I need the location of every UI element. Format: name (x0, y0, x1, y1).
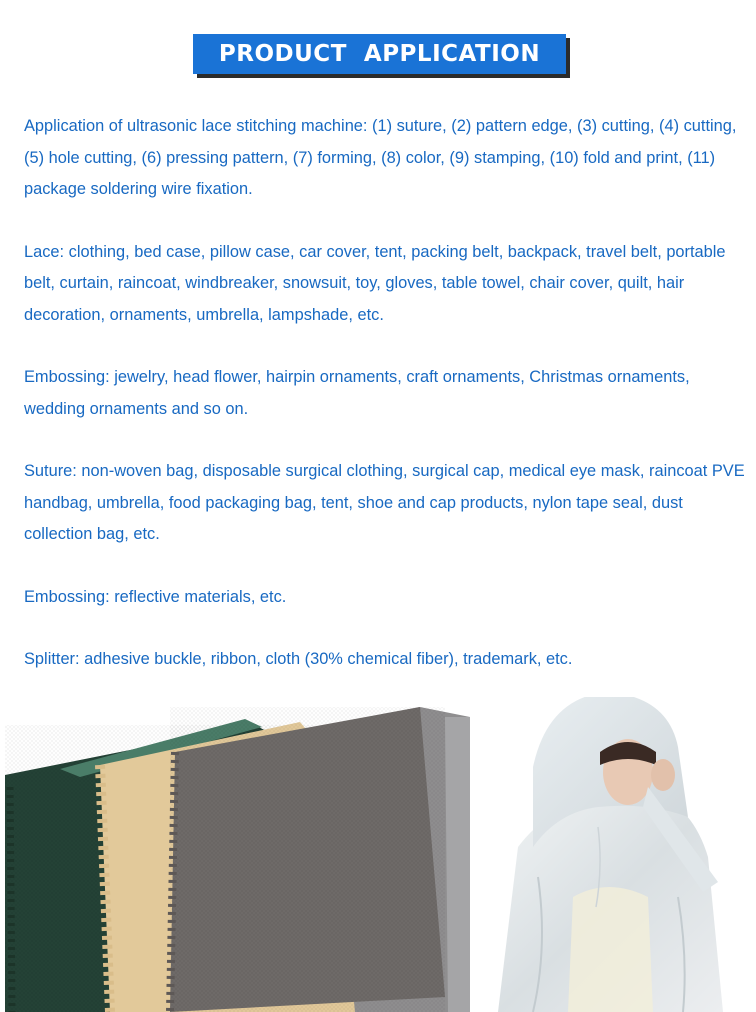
fabric-samples-photo (0, 697, 470, 1012)
paragraph-lace: Lace: clothing, bed case, pillow case, car cover, tent, packing belt, backpack, travel belt, portable belt, curtain, raincoat, windbreaker, snowsuit, toy, gloves, table towel, chair cover, quilt, hair decoration, ornaments, umbrella, lampshade, etc. (24, 242, 726, 324)
paragraph-splitter: Splitter: adhesive buckle, ribbon, cloth (30% chemical fiber), trademark, etc. (24, 650, 573, 668)
section-title: PRODUCT APPLICATION (218, 41, 541, 67)
section-banner (193, 34, 566, 74)
paragraph-embossing: Embossing: jewelry, head flower, hairpin ornaments, craft ornaments, Christmas ornaments, wedding ornaments and so on. (24, 368, 690, 418)
product-photos (0, 697, 756, 1012)
paragraph-suture: Suture: non-woven bag, disposable surgical clothing, surgical cap, medical eye mask, raincoat PVE handbag, umbrella, food packaging bag, tent, shoe and cap products, nylon tape seal, dust collection bag, etc. (24, 462, 745, 543)
application-text (24, 111, 752, 707)
paragraph-machine-application: Application of ultrasonic lace stitching machine: (1) suture, (2) pattern edge, (3) cutting, (4) cutting, (5) hole cutting, (6) pressing pattern, (7) forming, (8) color, (9) stamping, (10) fold and print, (11) package soldering wire fixation. (24, 117, 737, 198)
raincoat-photo (478, 697, 756, 1012)
paragraph-embossing-reflective: Embossing: reflective materials, etc. (24, 587, 287, 606)
